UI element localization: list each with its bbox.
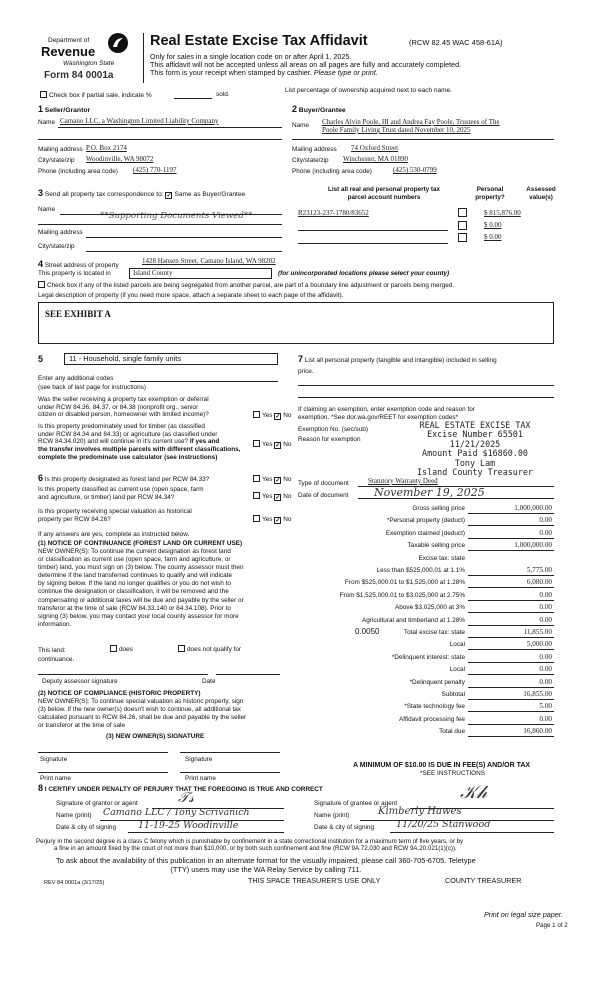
header-note: This form is your receipt when stamped by cashier. Please type or print. xyxy=(150,68,378,77)
q5-yes-no: Yes ✓ No xyxy=(253,515,291,524)
calc-row-label: Excise tax: state xyxy=(418,554,465,562)
grantee-signature[interactable]: 𝒦𝒽 xyxy=(460,782,488,803)
calc-row-value[interactable]: 0.00 xyxy=(539,677,552,686)
calc-value-line xyxy=(468,687,554,688)
legal-description: SEE EXHIBIT A xyxy=(45,309,111,319)
header-divider xyxy=(143,33,144,83)
calc-value-line xyxy=(468,525,554,526)
no-checkbox[interactable]: ✓ xyxy=(275,518,281,524)
header-note: This affidavit will not be accepted unless all areas on all pages are fully and accurately completed. xyxy=(150,60,462,69)
calc-value-line xyxy=(468,513,554,514)
county-select[interactable]: Island County xyxy=(129,268,272,279)
rule xyxy=(298,243,448,244)
calc-row-label: Local xyxy=(449,666,465,674)
calc-row-label: *State technology fee xyxy=(404,703,465,711)
calc-row-value[interactable]: 0.00 xyxy=(539,528,552,537)
q4-yes-no: Yes ✓ No xyxy=(253,492,291,501)
boundary-row: Check box if any of the listed parcels are being segregated from another parcel, are part of a boundary line adjustment or parcels being merged. xyxy=(38,281,454,290)
historic-question: Is this property receiving special valuation as historical property per RCW 84.26? xyxy=(38,508,192,523)
grantee-date-city[interactable]: 11/20/25 Stanwood xyxy=(396,819,491,830)
yes-checkbox[interactable] xyxy=(253,411,260,418)
calc-row-label: Total excise tax: state xyxy=(403,629,465,636)
notice-2-title: (2) NOTICE OF COMPLIANCE (HISTORIC PROPERTY) xyxy=(38,690,201,697)
grantor-signature[interactable]: 𝒯𝓈 xyxy=(178,790,194,806)
calc-row-label: Taxable selling price xyxy=(407,542,465,550)
legal-description-box[interactable] xyxy=(38,302,554,344)
additional-codes-label: Enter any additional codes xyxy=(38,375,114,382)
revenue-logo-text: Revenue xyxy=(41,44,96,59)
yes-checkbox[interactable] xyxy=(253,475,260,482)
county-treasurer-label: COUNTY TREASURER xyxy=(445,876,522,885)
buyer-name-label: Name xyxy=(292,122,310,129)
calc-row-label: Gross selling price xyxy=(412,505,465,512)
seller-mail-label: Mailing address xyxy=(38,146,83,153)
calc-value-line xyxy=(468,699,554,700)
calc-row-value[interactable]: 1,000,000.00 xyxy=(514,504,552,512)
notice-2-text: NEW OWNER(S): To continue special valuation as historic property, sign (3) below. If the new owner(s) doesn't wish to continue, all additional tax calculated pursuant to RCW 84.26, shall be due and payable by the seller or transferor at the time of sale xyxy=(38,698,247,730)
notice-1-text: NEW OWNER(S): To continue the current designation as forest land or classification as current use (open space, farm and agriculture, or timber) land, you must sign on (3) below. The county assessor must then determine if the land transferred continues to qualify and will indicate by signing below. If the land no longer qualifies or you do not wish to continue the designation or classification, it will be removed and the compensating or additional taxes will be due and payable by the seller or transferor at the time of sale (RCW 84.33.140 or 84.34.108). Prior to signing (3) below, you may contact your local county assessor for more information. xyxy=(38,548,244,628)
form-title: Real Estate Excise Tax Affidavit xyxy=(150,33,368,49)
revision-label: REV 84 0001a (3/17/25) xyxy=(44,880,105,886)
owner-signature-label: Signature xyxy=(185,756,213,763)
seller-phone[interactable]: (425) 770-1197 xyxy=(133,166,177,174)
calc-value-line xyxy=(468,711,554,712)
corr-name-label: Name xyxy=(38,206,56,213)
notice-3-title: (3) NEW OWNER(S) SIGNATURE xyxy=(106,733,205,740)
owner-print-label: Print name xyxy=(185,775,216,782)
rule xyxy=(38,139,282,140)
partial-sale-row: Check box if partial sale, indicate % xyxy=(40,91,152,100)
no-checkbox[interactable]: ✓ xyxy=(275,414,281,420)
buyer-mail[interactable]: 74 Oxford Street xyxy=(351,144,399,152)
corr-city-label: City/state/zip xyxy=(38,243,75,250)
yes-checkbox[interactable] xyxy=(253,492,260,499)
rule xyxy=(128,832,284,833)
assessed-value[interactable]: $ 0.00 xyxy=(484,221,502,229)
calc-row-label: Above $3,025,000 at 3% xyxy=(395,604,465,612)
personal-property-checkbox[interactable] xyxy=(458,233,467,242)
calc-row-value[interactable]: 16,860.00 xyxy=(523,727,552,736)
calc-row-label: *Delinquent penalty xyxy=(409,678,465,686)
rule xyxy=(38,752,168,753)
calc-value-line xyxy=(468,600,554,601)
q2-yes-no: Yes ✓ No xyxy=(253,440,291,449)
owner-signature-label: Signature xyxy=(40,756,68,763)
calc-value-line xyxy=(468,538,554,539)
does-not-checkbox[interactable] xyxy=(178,645,185,652)
calc-row-value[interactable]: 0.00 xyxy=(539,652,552,661)
exemption-no-label: Exemption No. (sec/sub) xyxy=(298,426,368,433)
rule xyxy=(298,385,554,386)
deputy-date-label: Date xyxy=(202,678,216,685)
timber-question: Is this property predominately used for timber (as classified under RCW 84.34 and 84.33) or agriculture (as classified under RCW 84.34.020) and will continue in it's current use? If yes and the transfer involves multiple parcels with different classifications, complete the predominate use calculator (see instructions) xyxy=(38,423,241,461)
calc-value-line xyxy=(468,587,554,588)
calc-value-line xyxy=(468,724,554,725)
seller-mail[interactable]: P.O. Box 2174 xyxy=(86,144,127,152)
rule xyxy=(358,498,554,499)
parcel-number[interactable]: R23123-237-1780/83652 xyxy=(298,209,369,217)
calc-value-line xyxy=(468,575,554,576)
no-checkbox[interactable]: ✓ xyxy=(275,478,281,484)
land-use-code-select[interactable]: 11 - Household, single family units xyxy=(64,353,278,365)
form-citation: (RCW 82.45 WAC 458-61A) xyxy=(409,38,503,47)
see-instructions: *SEE INSTRUCTIONS xyxy=(420,770,485,777)
q1-yes-no: Yes ✓ No xyxy=(253,411,291,420)
rule xyxy=(130,381,278,382)
calc-row-label: Agricultural and timberland at 1.28% xyxy=(361,616,465,624)
rule xyxy=(86,251,282,252)
buyer-phone[interactable]: (425) 530-0799 xyxy=(393,166,437,174)
exemption-question: Was the seller receiving a property tax exemption or deferral under RCW 84.36, 84.37, or 84.38 (nonprofit org., senior citizen or disabled person, homeowner with limited income)? xyxy=(38,396,209,419)
doc-date[interactable]: November 19, 2025 xyxy=(374,486,485,499)
rule xyxy=(216,674,280,675)
calc-value-line xyxy=(468,662,554,663)
calc-value-line xyxy=(468,736,554,737)
rule xyxy=(38,224,282,225)
calc-row-value[interactable]: 0.00 xyxy=(539,615,552,624)
no-checkbox[interactable]: ✓ xyxy=(275,495,281,501)
grantee-signature-label: Signature of grantee or agent xyxy=(314,800,398,807)
treasurer-stamp: REAL ESTATE EXCISE TAX Excise Number 65501 11/21/2025 Amount Paid $16860.00 Tony Lam Island County Treasurer xyxy=(417,420,533,478)
assessed-value[interactable]: $ 0.00 xyxy=(484,233,502,241)
owner-print-label: Print name xyxy=(40,775,71,782)
rule xyxy=(38,674,208,675)
grantor-date-label: Date & city of signing xyxy=(56,824,117,831)
calc-value-line xyxy=(468,612,554,613)
current-use-question: Is this property classified as current use (open space, farm and agriculture, or timber) land per RCW 84.34? xyxy=(38,486,204,501)
calc-value-line xyxy=(468,649,554,650)
boundary-checkbox[interactable] xyxy=(38,281,45,288)
buyer-heading: 2 Buyer/Grantee xyxy=(292,104,346,114)
legal-label: Legal description of property (if you need more space, attach a separate sheet to each page of the affidavit). xyxy=(38,292,344,299)
buyer-phone-label: Phone (including area code) xyxy=(292,168,372,175)
revenue-logo-icon xyxy=(107,32,129,57)
calc-row-label: Subtotal xyxy=(441,691,465,698)
calc-row-label: *Delinquent interest: state xyxy=(391,653,465,661)
see-back-note: (see back of last page for instructions) xyxy=(38,384,146,391)
calc-row-value[interactable]: 16,855.00 xyxy=(523,690,552,698)
doc-type[interactable]: Statutory Warranty Deed xyxy=(368,477,438,485)
calc-row-value[interactable]: 5.00 xyxy=(539,702,552,711)
corr-mail-label: Mailing address xyxy=(38,229,83,236)
calc-row-value[interactable]: 6,080.00 xyxy=(526,578,552,587)
q3-yes-no: Yes ✓ No xyxy=(253,475,291,484)
treasurer-space-label: THIS SPACE TREASURER'S USE ONLY xyxy=(248,876,381,885)
calc-row-value[interactable]: 0.00 xyxy=(539,516,552,525)
buyer-city[interactable]: Winchester, MA 01890 xyxy=(343,155,408,163)
does-option: does xyxy=(110,645,133,654)
assessed-value[interactable]: $ 815,876.00 xyxy=(484,209,521,217)
personal-property-checkbox[interactable] xyxy=(458,208,467,217)
seller-phone-label: Phone (including area code) xyxy=(38,168,118,175)
seller-city-label: City/state/zip xyxy=(38,157,75,164)
local-rate: 0.0050 xyxy=(355,627,380,636)
calc-row-label: From $525,000.01 to $1,525,000 at 1.28% xyxy=(344,579,465,587)
rule xyxy=(38,772,168,773)
correspondence-row: 3 Send all property tax correspondence to: ✓ Same as Buyer/Grantee xyxy=(38,188,246,199)
calc-row-label: Exemption claimed (deduct) xyxy=(385,529,465,537)
buyer-name-cont[interactable]: Poole Family Living Trust dated November 10, 2025 xyxy=(322,126,471,134)
deputy-signature-label: Deputy assessor signature xyxy=(42,678,118,685)
answer-note: If any answers are yes, complete as instructed below. xyxy=(38,531,190,538)
same-as-buyer-checkbox[interactable]: ✓ xyxy=(166,193,172,199)
form-number: Form 84 0001a xyxy=(44,70,114,81)
no-checkbox[interactable]: ✓ xyxy=(275,443,281,449)
calc-row-label: From $1,525,000.01 to $3,025,000 at 2.75% xyxy=(339,591,465,599)
calc-row-label: *Personal property (deduct) xyxy=(386,517,465,525)
legal-paper-note: Print on legal size paper. xyxy=(484,910,563,919)
personal-property-label: 7 List all personal property (tangible and intangible) included in selling xyxy=(298,354,497,364)
grantor-signature-label: Signature of grantor or agent xyxy=(56,800,138,807)
yes-checkbox[interactable] xyxy=(253,515,260,522)
state-label: Washington State xyxy=(63,60,115,67)
page-number: Page 1 of 2 xyxy=(536,922,568,929)
dept-label: Department of xyxy=(48,37,90,44)
calc-value-line xyxy=(468,637,554,638)
calc-row-value[interactable]: 0.00 xyxy=(539,590,552,599)
calc-row-value[interactable]: 11,855.00 xyxy=(523,628,552,636)
personal-header: Personal property? xyxy=(475,186,505,201)
ownership-note: List percentage of ownership acquired next to each name. xyxy=(285,87,452,94)
calc-value-line xyxy=(468,550,554,551)
sold-label: sold. xyxy=(216,91,230,98)
county-note: (for unincorporated locations please select your county) xyxy=(278,270,450,277)
calc-row-value[interactable]: 1,000,000.00 xyxy=(514,541,552,550)
calc-row-label: Less than $525,000.01 at 1.1% xyxy=(376,567,465,574)
buyer-city-label: City/state/zip xyxy=(292,157,329,164)
parcel-header: List all real and personal property tax parcel account numbers xyxy=(328,186,440,201)
calc-row-value[interactable]: 5,000.00 xyxy=(526,640,552,649)
rule xyxy=(58,127,282,128)
calc-row-value[interactable]: 5,775.00 xyxy=(526,566,552,574)
grantee-date-label: Date & city of signing xyxy=(314,824,375,831)
calc-row-label: Total due xyxy=(439,728,465,736)
forest-question: 6 Is this property designated as forest land per RCW 84.33? xyxy=(38,473,210,483)
doc-type-label: Type of document xyxy=(298,480,349,487)
certify-line: 8 I CERTIFY UNDER PENALTY OF PERJURY THAT THE FOREGOING IS TRUE AND CORRECT xyxy=(38,783,323,793)
located-label: This property is located in xyxy=(38,270,111,277)
notice-1-title: (1) NOTICE OF CONTINUANCE (FOREST LAND OR CURRENT USE) xyxy=(38,540,243,547)
minimum-note: A MINIMUM OF $10.00 IS DUE IN FEE(S) AND/OR TAX xyxy=(353,762,531,769)
personal-property-checkbox[interactable] xyxy=(458,221,467,230)
header-note: Only for sales in a single location code on or after April 1, 2025. xyxy=(150,52,352,61)
grantor-name[interactable]: Camano LLC / Tony Scrivanich xyxy=(103,807,250,818)
seller-city[interactable]: Woodinville, WA 98072 xyxy=(86,155,154,163)
partial-sale-checkbox[interactable] xyxy=(40,91,47,98)
buyer-name[interactable]: Charles Alvin Poole, III and Andrea Fay Poole, Trustees of The xyxy=(322,118,500,126)
does-checkbox[interactable] xyxy=(110,645,117,652)
calc-value-line xyxy=(468,674,554,675)
street-address[interactable]: 1428 Hansen Street, Camano Island, WA 98282 xyxy=(142,257,276,265)
perjury-note: Perjury in the second degree is a class C felony which is punishable by confinement in a state correctional institution for a maximum term of five years, or by a fine in an amount fixed by the court of not more than $10,000, or by both such confinement and fine (RCW 9A.72.030 and RCW 9A.20.021(1)(c)). xyxy=(36,838,464,853)
doc-date-label: Date of document xyxy=(298,492,349,499)
rule xyxy=(298,397,554,398)
reason-label: Reason for exemption xyxy=(298,436,361,443)
grantee-name-label: Name (print) xyxy=(314,812,350,819)
rule xyxy=(86,237,282,238)
calc-row-value[interactable]: 0.00 xyxy=(539,603,552,612)
assessed-header: Assessed value(s) xyxy=(526,186,556,201)
yes-checkbox[interactable] xyxy=(253,440,260,447)
grantor-date-city[interactable]: 11-19-25 Woodinville xyxy=(138,820,239,831)
does-not-option: does not qualify for xyxy=(178,645,241,654)
personal-property-label-cont: price. xyxy=(298,368,314,375)
this-land-label: This land: xyxy=(38,647,66,654)
continuance-label: continuance. xyxy=(38,656,75,663)
percent-line xyxy=(174,98,212,99)
street-address-label: 4 Street address of property xyxy=(38,259,119,269)
supporting-docs-stamp: **Supporting Documents Viewed** xyxy=(100,211,253,221)
calc-row-label: Local xyxy=(449,641,465,649)
calc-row-value[interactable]: 0.00 xyxy=(539,665,552,674)
grantor-name-label: Name (print) xyxy=(56,812,92,819)
calc-row-label: Affidavit processing fee xyxy=(399,715,465,723)
seller-name[interactable]: Camano LLC, a Washington Limited Liability Company xyxy=(60,117,219,125)
rule xyxy=(180,772,280,773)
section-5-num: 5 xyxy=(38,354,44,364)
buyer-mail-label: Mailing address xyxy=(292,146,337,153)
calc-row-value[interactable]: 0.00 xyxy=(539,714,552,723)
rule xyxy=(60,214,282,215)
rule xyxy=(298,230,448,231)
rule xyxy=(292,139,554,140)
rule xyxy=(390,832,554,833)
calc-value-line xyxy=(468,625,554,626)
grantee-name[interactable]: Kimberly Hawes xyxy=(378,806,462,817)
seller-name-label: Name xyxy=(38,119,56,126)
exemption-instructions: If claiming an exemption, enter exemption code and reason for exemption. *See dor.wa.gov/REET for exemption codes* xyxy=(298,406,475,421)
rule xyxy=(180,752,280,753)
seller-heading: 1 Seller/Grantor xyxy=(38,104,91,114)
alternate-format-note: To ask about the availability of this publication in an alternate format for the visually impaired, please call 360-705-6705. Teletype (TTY) users may use the WA Relay Service by calling 711. xyxy=(56,856,476,874)
